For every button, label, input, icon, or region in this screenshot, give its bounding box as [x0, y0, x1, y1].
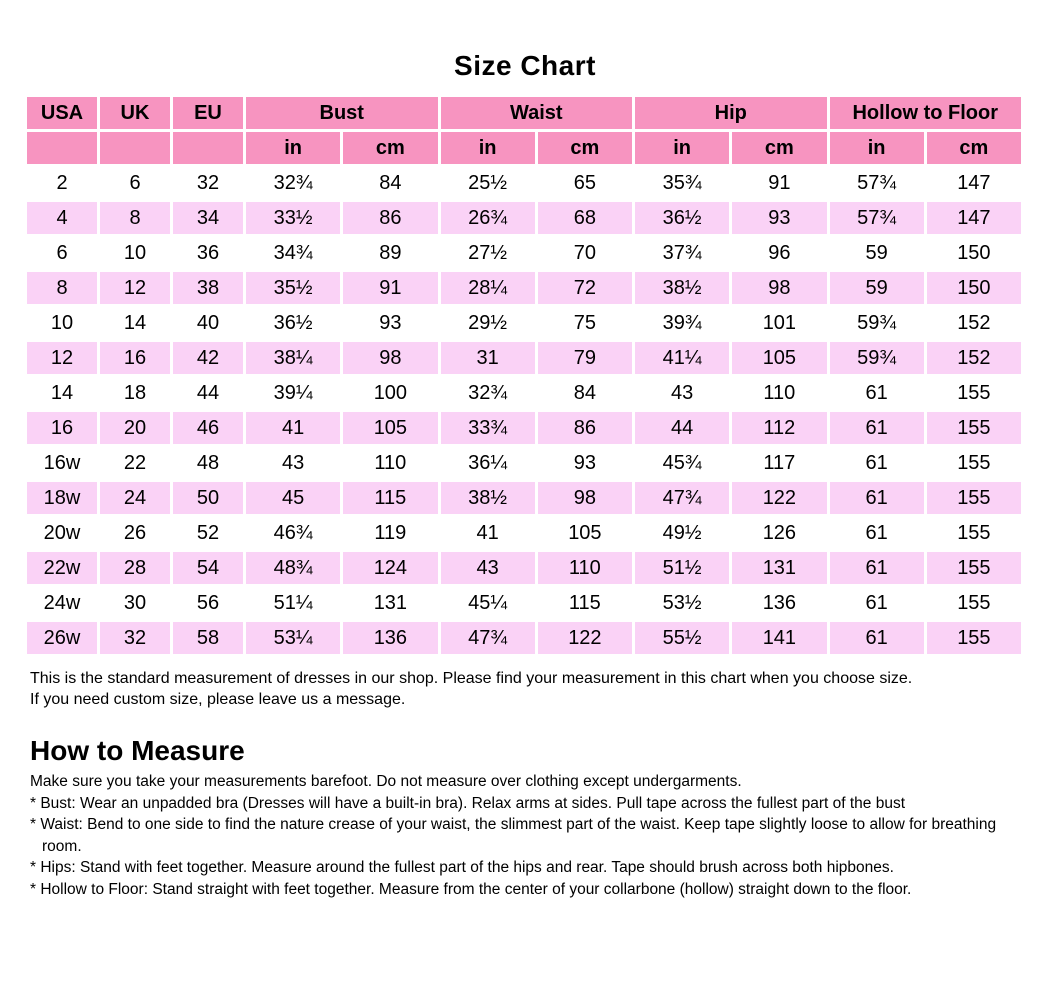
page-title: Size Chart: [454, 50, 596, 81]
notes-line-2: If you need custom size, please leave us a message.: [30, 691, 406, 708]
size-cell: 105: [538, 517, 632, 549]
size-cell: 32¾: [246, 167, 340, 199]
col-header-eu: EU: [173, 97, 243, 129]
size-cell: 105: [732, 342, 826, 374]
size-cell: 33½: [246, 202, 340, 234]
size-cell: 8: [27, 272, 97, 304]
col-header-bust: Bust: [246, 97, 438, 129]
table-row: [27, 482, 1021, 514]
size-cell: 150: [927, 237, 1021, 269]
size-cell: 122: [732, 482, 826, 514]
size-cell: 61: [830, 622, 924, 654]
size-cell: 57¾: [830, 167, 924, 199]
size-cell: 61: [830, 447, 924, 479]
size-cell: 152: [927, 307, 1021, 339]
size-cell: 98: [343, 342, 437, 374]
size-cell: 93: [538, 447, 632, 479]
size-cell: 32: [100, 622, 170, 654]
size-cell: 115: [343, 482, 437, 514]
size-cell: 34¾: [246, 237, 340, 269]
size-cell: 86: [538, 412, 632, 444]
size-cell: 68: [538, 202, 632, 234]
size-rows: [27, 167, 1021, 654]
col-header-hollow-to-floor: Hollow to Floor: [830, 97, 1022, 129]
size-cell: 16w: [27, 447, 97, 479]
size-cell: 98: [732, 272, 826, 304]
size-cell: 61: [830, 377, 924, 409]
table-row: [27, 552, 1021, 584]
size-cell: 93: [343, 307, 437, 339]
size-cell: 10: [100, 237, 170, 269]
size-cell: 110: [538, 552, 632, 584]
size-cell: 61: [830, 482, 924, 514]
size-cell: 91: [343, 272, 437, 304]
size-cell: 59¾: [830, 342, 924, 374]
unit-header-hollow-cm: cm: [927, 132, 1021, 164]
size-cell: 152: [927, 342, 1021, 374]
size-cell: 39¼: [246, 377, 340, 409]
unit-spacer-cell: [27, 132, 97, 164]
size-cell: 51½: [635, 552, 729, 584]
size-cell: 47¾: [635, 482, 729, 514]
table-row: [27, 342, 1021, 374]
unit-header-bust-in: in: [246, 132, 340, 164]
size-cell: 93: [732, 202, 826, 234]
size-cell: 61: [830, 587, 924, 619]
unit-header-hip-in: in: [635, 132, 729, 164]
size-cell: 16: [100, 342, 170, 374]
table-row: [27, 587, 1021, 619]
unit-header-hip-cm: cm: [732, 132, 826, 164]
size-cell: 36½: [635, 202, 729, 234]
size-cell: 91: [732, 167, 826, 199]
size-cell: 136: [732, 587, 826, 619]
size-cell: 59: [830, 237, 924, 269]
size-cell: 29½: [441, 307, 535, 339]
size-cell: 45: [246, 482, 340, 514]
size-cell: 55½: [635, 622, 729, 654]
table-row: [27, 447, 1021, 479]
unit-spacer-cell: [173, 132, 243, 164]
size-cell: 36½: [246, 307, 340, 339]
size-cell: 33¾: [441, 412, 535, 444]
size-cell: 98: [538, 482, 632, 514]
table-row: [27, 622, 1021, 654]
size-cell: 110: [732, 377, 826, 409]
size-cell: 4: [27, 202, 97, 234]
size-cell: 50: [173, 482, 243, 514]
size-cell: 155: [927, 552, 1021, 584]
size-cell: 51¼: [246, 587, 340, 619]
size-cell: 126: [732, 517, 826, 549]
size-cell: 57¾: [830, 202, 924, 234]
size-cell: 147: [927, 202, 1021, 234]
size-cell: 52: [173, 517, 243, 549]
size-cell: 45¼: [441, 587, 535, 619]
size-cell: 155: [927, 412, 1021, 444]
size-cell: 38½: [441, 482, 535, 514]
notes: [30, 668, 1005, 710]
col-header-waist: Waist: [441, 97, 633, 129]
size-cell: 79: [538, 342, 632, 374]
size-cell: 110: [343, 447, 437, 479]
size-cell: 117: [732, 447, 826, 479]
size-cell: 59¾: [830, 307, 924, 339]
size-cell: 48: [173, 447, 243, 479]
size-cell: 46¾: [246, 517, 340, 549]
size-cell: 155: [927, 517, 1021, 549]
size-cell: 41: [246, 412, 340, 444]
size-cell: 65: [538, 167, 632, 199]
size-cell: 35¾: [635, 167, 729, 199]
size-cell: 43: [441, 552, 535, 584]
size-cell: 45¾: [635, 447, 729, 479]
size-cell: 36¼: [441, 447, 535, 479]
size-cell: 105: [343, 412, 437, 444]
size-cell: 61: [830, 517, 924, 549]
size-cell: 20w: [27, 517, 97, 549]
size-cell: 32: [173, 167, 243, 199]
size-cell: 47¾: [441, 622, 535, 654]
size-cell: 2: [27, 167, 97, 199]
howto-item-hollow-to-floor: * Hollow to Floor: Stand straight with feet together. Measure from the center of your collarbone (hollow) straight down to the floor.: [30, 880, 912, 898]
size-chart-table: [24, 94, 1024, 657]
size-cell: 54: [173, 552, 243, 584]
size-cell: 53½: [635, 587, 729, 619]
table-row: [27, 202, 1021, 234]
size-cell: 38¼: [246, 342, 340, 374]
size-cell: 101: [732, 307, 826, 339]
table-row: [27, 307, 1021, 339]
size-cell: 26: [100, 517, 170, 549]
table-row: [27, 517, 1021, 549]
size-cell: 46: [173, 412, 243, 444]
size-cell: 155: [927, 482, 1021, 514]
size-cell: 42: [173, 342, 243, 374]
size-cell: 22w: [27, 552, 97, 584]
table-header: [27, 97, 1021, 164]
col-header-uk: UK: [100, 97, 170, 129]
howto-item-waist: * Waist: Bend to one side to find the nature crease of your waist, the slimmest part of the waist. Keep tape slightly loose to allow for breathing room.: [30, 816, 997, 855]
size-cell: 41: [441, 517, 535, 549]
size-cell: 122: [538, 622, 632, 654]
size-cell: 150: [927, 272, 1021, 304]
size-cell: 48¾: [246, 552, 340, 584]
group-header-row: [27, 97, 1021, 129]
size-cell: 84: [538, 377, 632, 409]
table-row: [27, 237, 1021, 269]
size-cell: 24w: [27, 587, 97, 619]
size-cell: 155: [927, 377, 1021, 409]
size-cell: 131: [343, 587, 437, 619]
size-cell: 38½: [635, 272, 729, 304]
size-cell: 40: [173, 307, 243, 339]
size-cell: 14: [100, 307, 170, 339]
size-cell: 28: [100, 552, 170, 584]
size-cell: 100: [343, 377, 437, 409]
size-cell: 26w: [27, 622, 97, 654]
unit-header-bust-cm: cm: [343, 132, 437, 164]
size-cell: 61: [830, 552, 924, 584]
size-cell: 14: [27, 377, 97, 409]
size-cell: 6: [27, 237, 97, 269]
size-cell: 84: [343, 167, 437, 199]
size-cell: 70: [538, 237, 632, 269]
size-cell: 10: [27, 307, 97, 339]
size-cell: 112: [732, 412, 826, 444]
size-cell: 119: [343, 517, 437, 549]
howto-item-hips: * Hips: Stand with feet together. Measure around the fullest part of the hips and rear. Tape should brush across both hipbones.: [30, 859, 894, 876]
size-cell: 44: [173, 377, 243, 409]
size-cell: 20: [100, 412, 170, 444]
unit-header-waist-in: in: [441, 132, 535, 164]
size-cell: 61: [830, 412, 924, 444]
size-cell: 86: [343, 202, 437, 234]
size-cell: 34: [173, 202, 243, 234]
size-cell: 36: [173, 237, 243, 269]
table-row: [27, 412, 1021, 444]
size-cell: 39¾: [635, 307, 729, 339]
size-cell: 155: [927, 587, 1021, 619]
size-cell: 131: [732, 552, 826, 584]
table-row: [27, 377, 1021, 409]
size-cell: 136: [343, 622, 437, 654]
size-cell: 30: [100, 587, 170, 619]
size-cell: 37¾: [635, 237, 729, 269]
size-cell: 16: [27, 412, 97, 444]
unit-header-waist-cm: cm: [538, 132, 632, 164]
col-header-usa: USA: [27, 97, 97, 129]
size-cell: 147: [927, 167, 1021, 199]
size-cell: 72: [538, 272, 632, 304]
unit-header-hollow-in: in: [830, 132, 924, 164]
size-cell: 32¾: [441, 377, 535, 409]
size-cell: 96: [732, 237, 826, 269]
size-cell: 38: [173, 272, 243, 304]
size-cell: 27½: [441, 237, 535, 269]
size-cell: 124: [343, 552, 437, 584]
size-cell: 141: [732, 622, 826, 654]
size-cell: 25½: [441, 167, 535, 199]
size-cell: 155: [927, 622, 1021, 654]
how-to-measure-heading: How to Measure: [30, 735, 245, 766]
size-cell: 49½: [635, 517, 729, 549]
size-cell: 12: [100, 272, 170, 304]
size-cell: 6: [100, 167, 170, 199]
size-cell: 24: [100, 482, 170, 514]
size-cell: 18w: [27, 482, 97, 514]
size-cell: 26¾: [441, 202, 535, 234]
size-cell: 58: [173, 622, 243, 654]
size-cell: 22: [100, 447, 170, 479]
howto-item-bust: * Bust: Wear an unpadded bra (Dresses will have a built-in bra). Relax arms at sides. Pull tape across the fullest part of the bust: [30, 794, 906, 812]
size-cell: 35½: [246, 272, 340, 304]
size-cell: 59: [830, 272, 924, 304]
howto-intro: Make sure you take your measurements barefoot. Do not measure over clothing except undergarments.: [30, 773, 742, 790]
size-cell: 41¼: [635, 342, 729, 374]
size-cell: 115: [538, 587, 632, 619]
size-cell: 8: [100, 202, 170, 234]
size-cell: 43: [246, 447, 340, 479]
size-cell: 43: [635, 377, 729, 409]
notes-line-1: This is the standard measurement of dresses in our shop. Please find your measurement in this chart when you choose size.: [30, 670, 913, 687]
table-row: [27, 272, 1021, 304]
unit-header-row: [27, 132, 1021, 164]
size-cell: 18: [100, 377, 170, 409]
size-cell: 75: [538, 307, 632, 339]
size-cell: 89: [343, 237, 437, 269]
size-cell: 56: [173, 587, 243, 619]
col-header-hip: Hip: [635, 97, 827, 129]
size-cell: 155: [927, 447, 1021, 479]
table-row: [27, 167, 1021, 199]
size-cell: 28¼: [441, 272, 535, 304]
unit-spacer-cell: [100, 132, 170, 164]
size-cell: 53¼: [246, 622, 340, 654]
size-cell: 12: [27, 342, 97, 374]
size-cell: 31: [441, 342, 535, 374]
size-cell: 44: [635, 412, 729, 444]
how-to-measure-text: [30, 771, 1005, 900]
